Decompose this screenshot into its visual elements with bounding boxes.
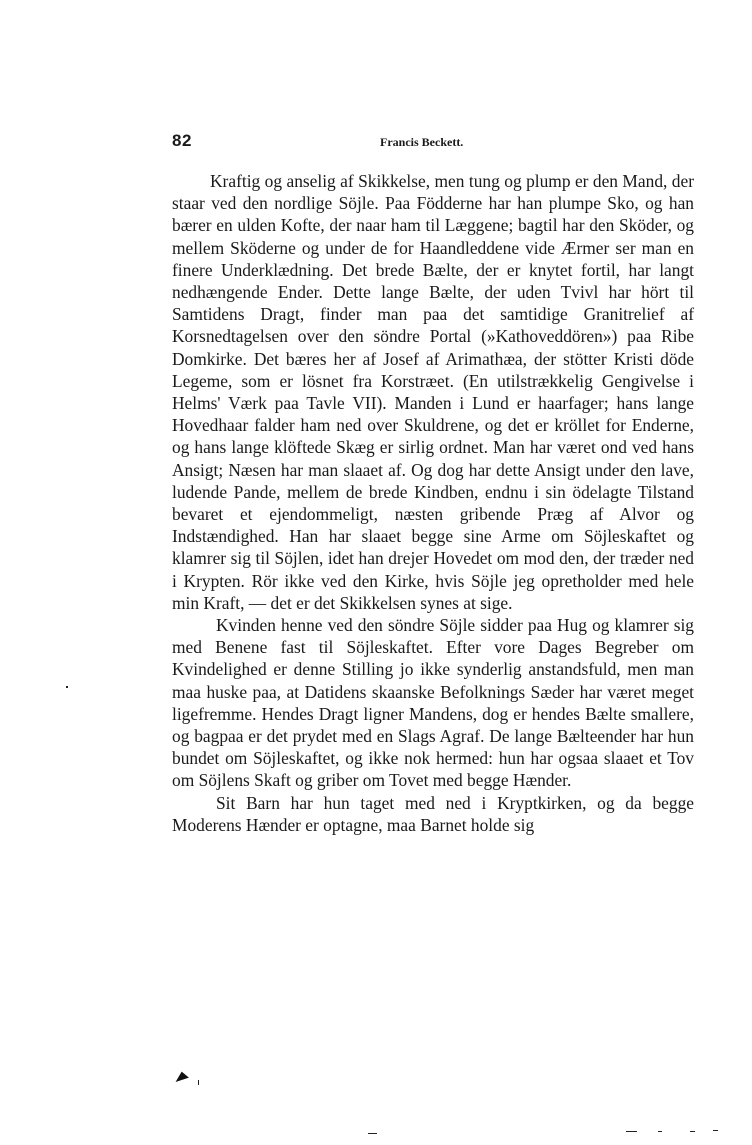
scan-speck (368, 1133, 377, 1134)
scan-speck (198, 1080, 199, 1085)
page-number: 82 (172, 131, 192, 150)
scan-speck (690, 1131, 695, 1132)
scan-speck (658, 1131, 662, 1132)
running-title: Francis Beckett. (380, 135, 464, 149)
paragraph-3: Sit Barn har hun taget med ned i Kryptkirken, og da begge Moderens Hænder er optagne, maa Barnet holde sig (172, 792, 694, 835)
scan-speck (66, 686, 68, 688)
paragraph-1: Kraftig og anselig af Skikkelse, men tung og plump er den Mand, der staar ved den nordlige Söjle. Paa Födderne har han plumpe Sko, og han bærer en ulden Kofte, der naar ham til Læggene; bagtil har den Sköder, og mellem Sköderne og under de for Haandleddene vide Ærmer ser man en finere Underklædning. Det brede Bælte, der er knytet fortil, har langt nedhængende Ender. Dette lange Bælte, der uden Tvivl har hört til Samtidens Dragt, finder man paa det samtidige Granitrelief af Korsnedtagelsen over den söndre Portal (»Kathoveddören») paa Ribe Domkirke. Det bæres her af Josef af Arimathæa, der stötter Kristi döde Legeme, som er lösnet fra Korstræet. (En utilstrækkelig Gengivelse i Helms' Værk paa Tavle VII). Manden i Lund er haarfager; hans lange Hovedhaar falder ham ned over Skuldrene, og det er kröllet for Enderne, og hans lange klöftede Skæg er sirlig ordnet. Man har været ond ved hans Ansigt; Næsen har man slaaet af. Og dog har dette Ansigt under den lave, ludende Pande, mellem de brede Kindben, endnu i sin ödelagte Tilstand bevaret et ejendommeligt, næsten gribende Præg af Alvor og Indstændighed. Han har slaaet begge sine Arme om Söjleskaftet og klamrer sig til Söjlen, idet han drejer Hovedet om mod den, der træder ned i Krypten. Rör ikke ved den Kirke, hvis Söjle jeg opretholder med hele min Kraft, — det er det Skikkelsen synes at sige. (172, 171, 694, 613)
body-text (172, 170, 694, 836)
ink-blot-mark (173, 1070, 189, 1082)
scan-speck (713, 1130, 718, 1131)
paragraph-2: Kvinden henne ved den söndre Söjle sidder paa Hug og klamrer sig med Benene fast til Söjleskaftet. Efter vore Dages Begreber om Kvindelighed er denne Stilling jo ikke synderlig anstandsfuld, men man maa huske paa, at Datidens skaanske Befolknings Sæder har været meget ligefremme. Hendes Dragt ligner Mandens, dog er hendes Bælte smallere, og bagpaa er det prydet med en Slags Agraf. De lange Bælteender har hun bundet om Söjleskaftet, og ikke nok hermed: hun har ogsaa slaaet et Tov om Söjlens Skaft og griber om Tovet med begge Hænder. (172, 615, 694, 791)
scan-speck (626, 1131, 637, 1132)
